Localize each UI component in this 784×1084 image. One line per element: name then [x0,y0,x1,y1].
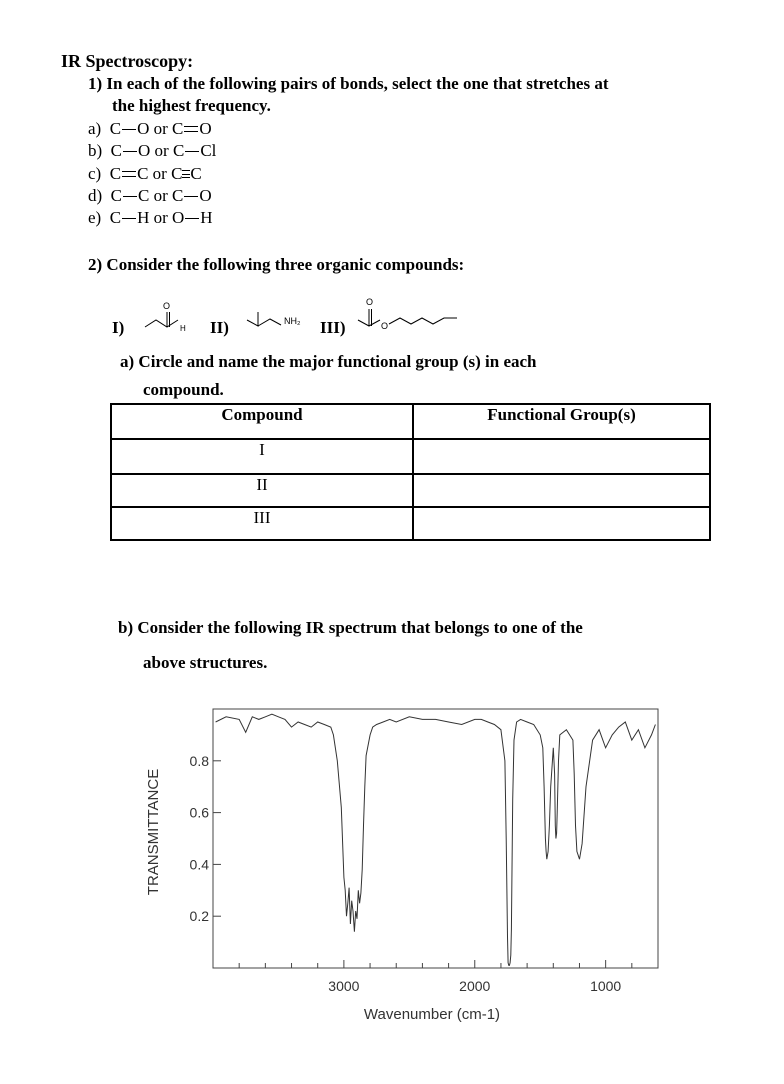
or-word: or [148,164,172,183]
x-axis-label: Wavenumber (cm-1) [363,1006,501,1023]
x-axis-ticks [239,960,658,994]
compound-label-I: I) [112,318,125,337]
ir-spectrum-chart [0,680,784,1040]
x-tick-label: 3000 [328,978,360,994]
atom: C [109,164,122,183]
y-tick-label: 0.4 [189,856,209,873]
atom-H-I: H [180,324,186,333]
atom: O [138,141,151,160]
atom: C [172,119,184,138]
atom: C [172,186,184,205]
atom-O-ester-III: O [381,321,389,331]
q1-prompt-line2: the highest frequency. [112,96,271,115]
item-letter: e) [88,208,102,227]
compound-label-II: II) [210,318,229,337]
table-row [111,439,710,474]
y-tick-label: 0.6 [189,804,209,821]
table-row [111,474,710,507]
spectrum-series-line [216,714,656,965]
q2a-line1: a) Circle and name the major functional group (s) in each [120,352,537,371]
atom: C [172,141,185,160]
atom: C [110,141,123,160]
y-tick-label: 0.8 [189,752,209,769]
atom: C [110,186,123,205]
header-functional-group: Functional Group(s) [413,404,710,439]
cell-functional-group-answer[interactable] [413,439,710,474]
atom: O [199,186,212,205]
structure-III-ester [358,309,457,326]
atom-O-carbonyl-III: O [366,297,374,307]
table-row [111,507,710,540]
y-axis-ticks [190,753,221,924]
or-word: or [149,186,173,205]
atom: C [109,208,122,227]
y-axis-label: TRANSMITTANCE [145,768,162,896]
atom: C [171,164,183,183]
atom: C [109,119,122,138]
q2a-line2: compound. [143,380,224,399]
compound-label-III: III) [320,318,346,337]
atom: O [199,119,212,138]
atom: C [137,164,149,183]
or-word: or [150,141,173,160]
cell-compound: II [111,474,413,507]
structure-I-aldehyde [145,312,178,327]
y-tick-label: 0.2 [189,908,209,925]
atom-O-I: O [163,301,171,311]
item-letter: a) [88,119,102,138]
atom: Cl [200,141,217,160]
item-letter: b) [88,141,103,160]
table-header-row [111,404,710,439]
compound-structures [0,0,784,360]
atom: H [137,208,150,227]
atom: O [137,119,150,138]
cell-compound: I [111,439,413,474]
q2b-line1: b) Consider the following IR spectrum that belongs to one of the [118,618,583,637]
q2-prompt: 2) Consider the following three organic compounds: [88,255,465,274]
cell-functional-group-answer[interactable] [413,474,710,507]
atom: C [138,186,150,205]
or-word: or [149,208,173,227]
cell-compound: III [111,507,413,540]
page-title: IR Spectroscopy: [61,51,194,71]
x-tick-label: 1000 [590,978,622,994]
q2b-line2: above structures. [143,653,268,672]
header-compound: Compound [111,404,413,439]
item-letter: d) [88,186,103,205]
or-word: or [149,119,173,138]
item-letter: c) [88,164,102,183]
cell-functional-group-answer[interactable] [413,507,710,540]
q1-prompt-line1: 1) In each of the following pairs of bonds, select the one that stretches at [88,74,609,93]
functional-group-table [110,403,711,541]
atom: C [190,164,202,183]
structure-II-amine [247,312,281,326]
atom: O [172,208,185,227]
atom-NH2-II: NH₂ [284,316,301,326]
x-tick-label: 2000 [459,978,491,994]
atom: H [200,208,213,227]
